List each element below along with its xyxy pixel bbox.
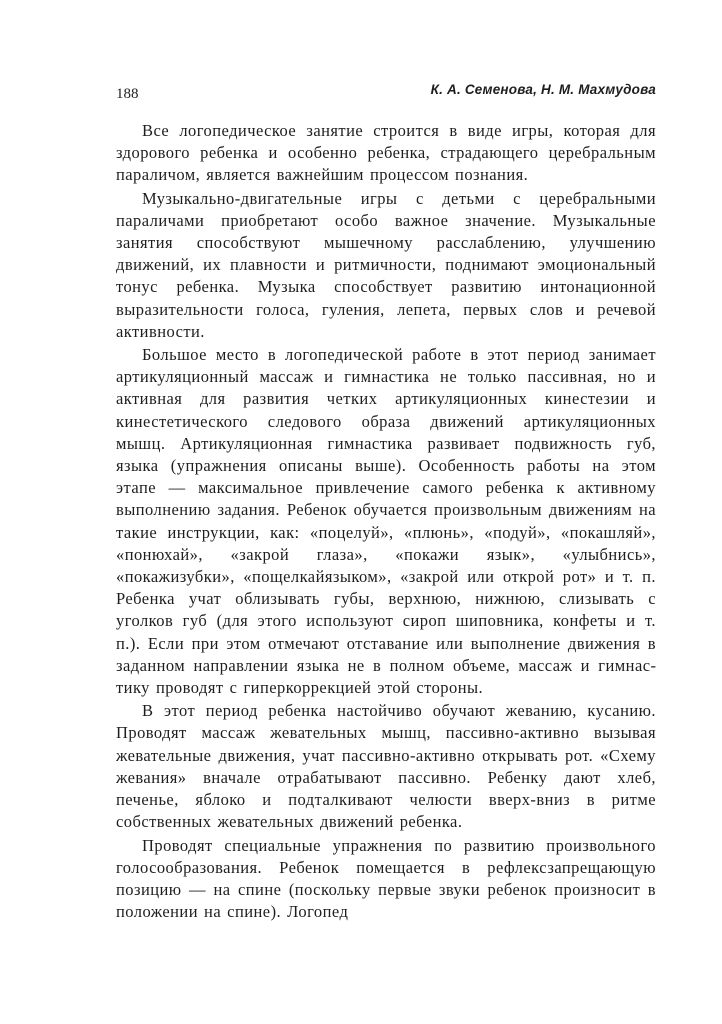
page-number: 188: [116, 86, 139, 102]
page-header: [116, 80, 656, 104]
running-head-authors: К. А. Семенова, Н. М. Махмудова: [430, 82, 656, 97]
paragraph-articulation-massage: Большое место в логопедической работе в этот период занимает артикуляционный массаж и гимнастика не только пассивная, но и активная для развития четких артикуляционных кинестезии и кинестетического следового образа движений артикуляционных мышц. Артикуляционная гимнастика развивает подвижность губ, языка (упражнения описаны выше). Особенность работы на этом этапе — максимальное привлечение самого ребенка к активному выполнению задания. Ребенок обучается произвольным движениям на такие инструкции, как: «поцелуй», «плюнь», «подуй», «покашляй», «понюхай», «закрой глаза», «покажи язык», «улыбнись», «покажизубки», «пощелкайязыком», «закрой или открой рот» и т. п. Ребенка учат облизывать губы, верхнюю, нижнюю, слизывать с уголков губ (для этого используют сироп шиповника, конфеты и т. п.). Если при этом отмечают отставание или выполнение движения в заданном направлении языка не в полном объеме, массаж и гимнастику проводят с гиперкоррекцией этой стороны.: [116, 345, 656, 698]
paragraph-chewing-training: В этот период ребенка настойчиво обучают жеванию, кусанию. Проводят массаж жевательных мышц, пассивно-активно вызывая жевательные движения, учат пассивно-активно открывать рот. «Схему жевания» вначале отрабатывают пассивно. Ребенку дают хлеб, печенье, яблоко и подталкивают челюсти вверх-вниз в ритме собственных жевательных движений ребенка.: [116, 701, 656, 832]
paragraph-voice-exercises: Проводят специальные упражнения по развитию произвольного голосообразования. Ребенок помещается в рефлексзапрещающую позицию — на спине (поскольку первые звуки ребенок произносит в положении на спине). Логопед: [116, 835, 656, 922]
paragraph-music-games: Музыкально-двигательные игры с детьми с церебральными параличами приобретают особо важное значение. Музыкальные занятия способствуют мышечному расслаблению, улучшению движений, их плавности и ритмичности, поднимают эмоциональный тонус ребенка. Музыка способствует развитию интонационной выразительности голоса, гуления, лепета, первых слов и речевой активности.: [116, 188, 656, 341]
body-text: [116, 120, 656, 923]
paragraph-speech-games: Все логопедическое занятие строится в виде игры, которая для здорового ребенка и особенно ребенка, страдающего церебральным параличом, является важнейшим процессом познания.: [116, 121, 656, 185]
